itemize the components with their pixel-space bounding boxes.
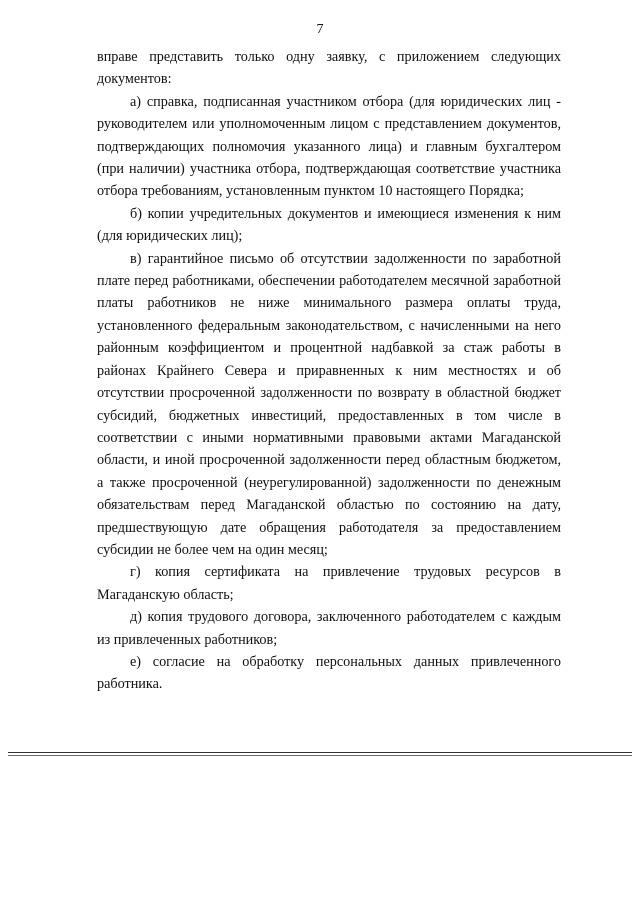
page-number: 7 <box>316 22 324 37</box>
list-item-a: а) справка, подписанная участником отбора (для юридических лиц - руководителем или уполномоченным лицом с представлением документов, подтверждающих полномочия указанного лица) и главным бухгалтером (при наличии) участника отбора, подтверждающая соответствие участника отбора требованиям, установленным пунктом 10 настоящего Порядка; <box>97 93 561 200</box>
list-item-e: е) согласие на обработку персональных данных привлеченного работника. <box>97 653 561 693</box>
list-item-g: г) копия сертификата на привлечение трудовых ресурсов в Магаданскую область; <box>97 564 561 603</box>
footer-divider <box>8 752 632 753</box>
footer-divider-shadow <box>8 755 632 756</box>
document-body <box>97 46 561 696</box>
list-item-b: б) копии учредительных документов и имеющиеся изменения к ним (для юридических лиц); <box>97 205 561 245</box>
intro-paragraph: вправе представить только одну заявку, с приложением следующих документов: <box>97 49 561 88</box>
list-item-d: д) копия трудового договора, заключенного работодателем с каждым из привлеченных работников; <box>97 609 561 648</box>
list-item-v: в) гарантийное письмо об отсутствии задолженности по заработной плате перед работниками, обеспечении работодателем месячной заработной платы работников не ниже минимального размера оплаты труда, установленного федеральным законодательством, с начисленными на него районным коэффициентом и процентной надбавкой за стаж работы в районах Крайнего Севера и приравненных к ним местностях и об отсутствии просроченной задолженности по возврату в областной бюджет субсидий, бюджетных инвестиций, предоставленных в том числе в соответствии с иными нормативными правовыми актами Магаданской области, и иной просроченной задолженности перед областным бюджетом, а также просроченной (неурегулированной) задолженности по денежным обязательствам перед Магаданской областью по состоянию на дату, предшествующую дате обращения работодателя за предоставлением субсидии не более чем на один месяц; <box>97 250 561 558</box>
